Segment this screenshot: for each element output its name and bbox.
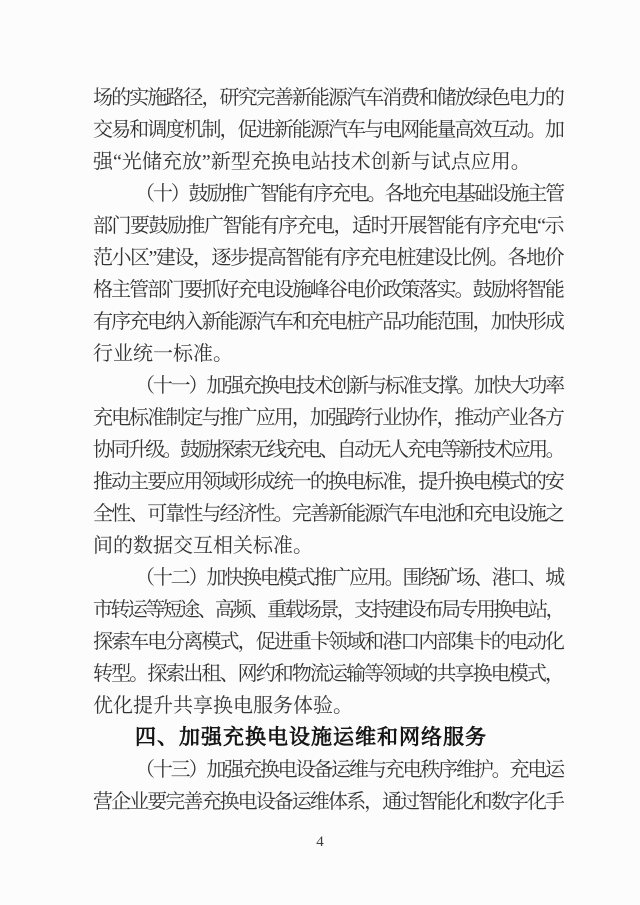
text-line	[93, 690, 563, 722]
text-line	[93, 562, 563, 594]
text-line-content: 交易和调度机制，促进新能源汽车与电网能量高效互动。加	[93, 119, 563, 141]
text-line-content: 协同升级。鼓励探索无线充电、自动无人充电等新技术应用。	[93, 439, 563, 461]
text-line-content: 探索车电分离模式，促进重卡领域和港口内部集卡的电动化	[93, 631, 563, 653]
text-line-content: 场的实施路径，研究完善新能源汽车消费和储放绿色电力的	[93, 87, 563, 109]
text-line	[93, 242, 563, 274]
text-line	[93, 274, 563, 306]
text-line-content: 格主管部门要抓好充电设施峰谷电价政策落实。鼓励将智能	[93, 279, 563, 301]
text-line	[93, 594, 563, 626]
text-line	[93, 146, 563, 178]
text-line-content: 推动主要应用领域形成统一的换电标准，提升换电模式的安	[93, 471, 563, 493]
text-line-content: 部门要鼓励推广智能有序充电，适时开展智能有序充电“示	[93, 215, 563, 237]
text-line	[93, 754, 563, 786]
text-line	[93, 178, 563, 210]
text-line-content: 强“光储充放”新型充换电站技术创新与试点应用。	[93, 151, 531, 173]
text-line	[93, 466, 563, 498]
page-number: 4	[316, 834, 324, 850]
text-line-content: 范小区”建设，逐步提高智能有序充电桩建设比例。各地价	[93, 247, 563, 269]
text-line	[93, 786, 563, 818]
text-line	[93, 114, 563, 146]
text-line-content: 全性、可靠性与经济性。完善新能源汽车电池和充电设施之	[93, 503, 563, 525]
text-line-content: 优化提升共享换电服务体验。	[93, 695, 353, 717]
text-line	[93, 498, 563, 530]
text-line	[93, 434, 563, 466]
text-line	[93, 530, 563, 562]
text-line-content: 营企业要完善充换电设备运维体系，通过智能化和数字化手	[93, 791, 563, 813]
text-line	[93, 658, 563, 690]
text-line-content: （十二）加快换电模式推广应用。围绕矿场、港口、城	[135, 567, 563, 589]
text-line-content: 有序充电纳入新能源汽车和充电桩产品功能范围，加快形成	[93, 311, 563, 333]
text-line	[93, 626, 563, 658]
text-line-content: 转型。探索出租、网约和物流运输等领域的共享换电模式，	[93, 663, 563, 685]
text-line-content: 充电标准制定与推广应用，加强跨行业协作，推动产业各方	[93, 407, 563, 429]
text-line-content: 四、加强充换电设施运维和网络服务	[135, 726, 487, 749]
text-line	[93, 306, 563, 338]
text-line	[93, 210, 563, 242]
text-line	[93, 370, 563, 402]
text-line-content: 行业统一标准。	[93, 343, 233, 365]
text-line	[93, 82, 563, 114]
document-body	[93, 82, 563, 818]
text-line-content: （十一）加强充换电技术创新与标准支撑。加快大功率	[135, 375, 563, 397]
section-heading	[93, 722, 563, 754]
text-line-content: 市转运等短途、高频、重载场景，支持建设布局专用换电站，	[93, 599, 563, 621]
text-line	[93, 338, 563, 370]
text-line-content: （十）鼓励推广智能有序充电。各地充电基础设施主管	[135, 183, 563, 205]
text-line	[93, 402, 563, 434]
text-line-content: 间的数据交互相关标准。	[93, 535, 313, 557]
text-line-content: （十三）加强充换电设备运维与充电秩序维护。充电运	[135, 759, 563, 781]
